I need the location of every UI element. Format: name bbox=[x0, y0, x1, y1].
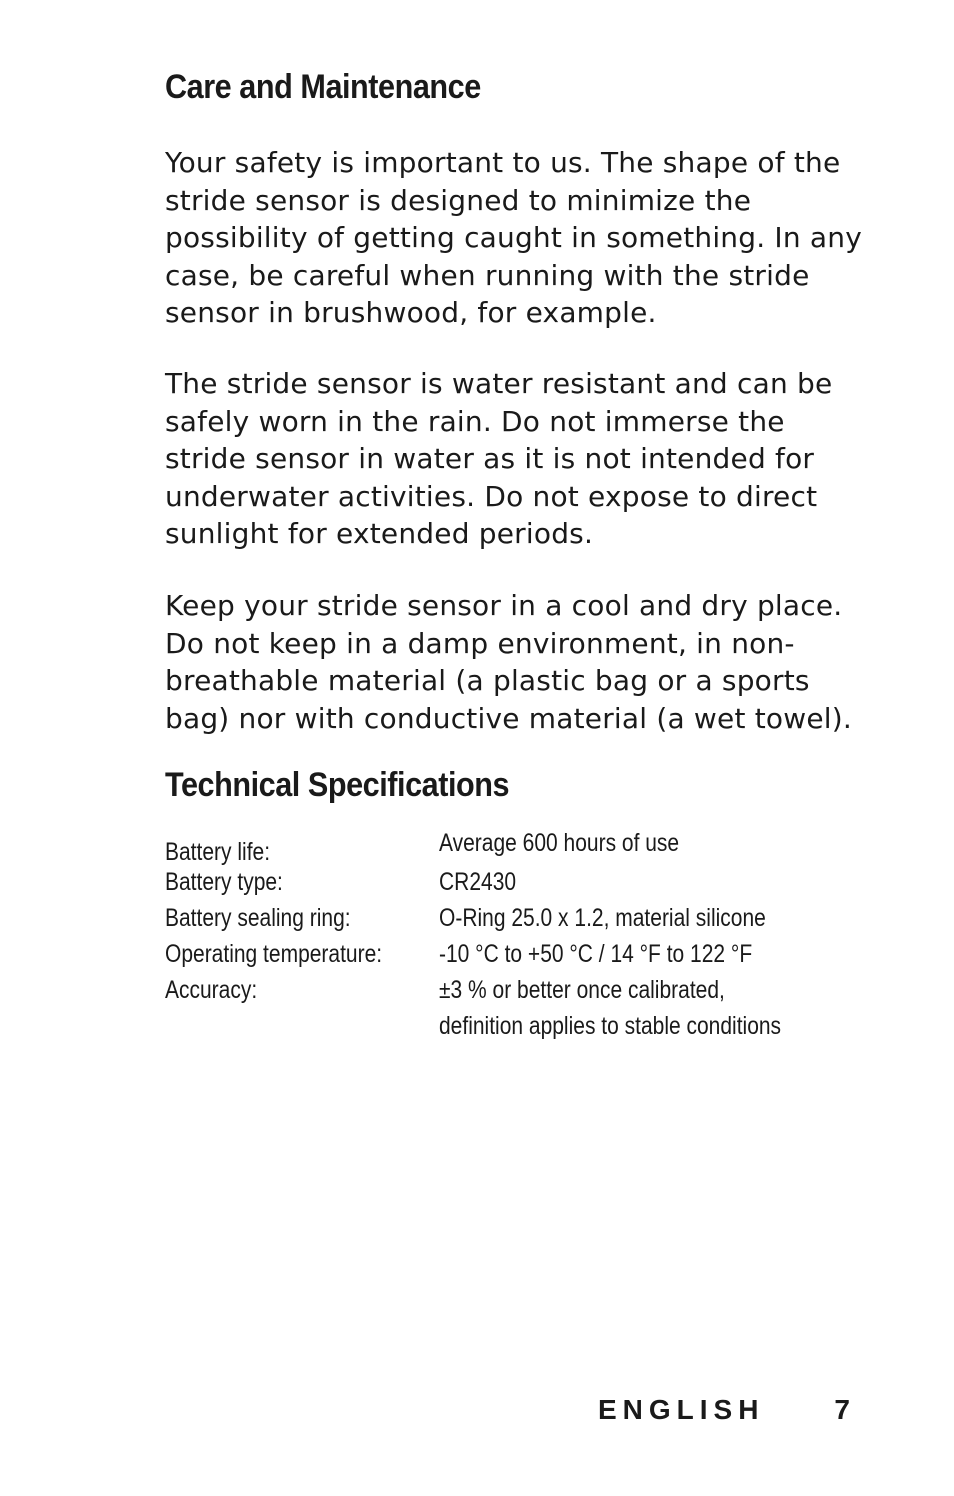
spec-value: O-Ring 25.0 x 1.2, material silicone bbox=[439, 904, 766, 932]
care-paragraph-water: The stride sensor is water resistant and can be safely worn in the rain. Do not immerse the stride sensor in water as it is not intended for underwater activities. Do not expose to direct sunlight for extended periods. bbox=[165, 367, 833, 550]
spec-row-accuracy bbox=[165, 972, 865, 1044]
spec-label: Battery life: bbox=[165, 838, 271, 866]
spec-row-battery-type bbox=[165, 864, 865, 900]
spec-label: Battery type: bbox=[165, 868, 283, 896]
care-maintenance-heading: Care and Maintenance bbox=[165, 68, 481, 106]
spec-row-battery-life bbox=[165, 828, 865, 864]
page-number: 7 bbox=[834, 1394, 850, 1425]
spec-value-line-1: ±3 % or better once calibrated, bbox=[439, 976, 725, 1004]
care-paragraph-safety: Your safety is important to us. The shape of the stride sensor is designed to minimize the possibility of getting caught in something. In any case, be careful when running with the stride sensor in brushwood, for example. bbox=[165, 146, 863, 329]
footer-language: ENGLISH bbox=[597, 1394, 765, 1425]
spec-row-operating-temperature bbox=[165, 936, 865, 972]
spec-label: Operating temperature: bbox=[165, 940, 383, 968]
spec-table bbox=[165, 828, 865, 1044]
spec-value-line-2: definition applies to stable conditions bbox=[439, 1012, 782, 1040]
spec-value: Average 600 hours of use bbox=[439, 829, 680, 857]
spec-value-multiline bbox=[439, 972, 781, 1044]
spec-label: Battery sealing ring: bbox=[165, 904, 351, 932]
page-footer bbox=[598, 1394, 850, 1426]
spec-value: CR2430 bbox=[439, 868, 517, 896]
care-paragraph-storage: Keep your stride sensor in a cool and dry place. Do not keep in a damp environment, in non-breathable material (a plastic bag or a sports bag) nor with conductive material (a wet towel). bbox=[165, 589, 852, 735]
spec-label: Accuracy: bbox=[165, 976, 258, 1004]
spec-value: -10 °C to +50 °C / 14 °F to 122 °F bbox=[439, 940, 753, 968]
spec-row-sealing-ring bbox=[165, 900, 865, 936]
technical-specifications-heading: Technical Specifications bbox=[165, 766, 510, 804]
